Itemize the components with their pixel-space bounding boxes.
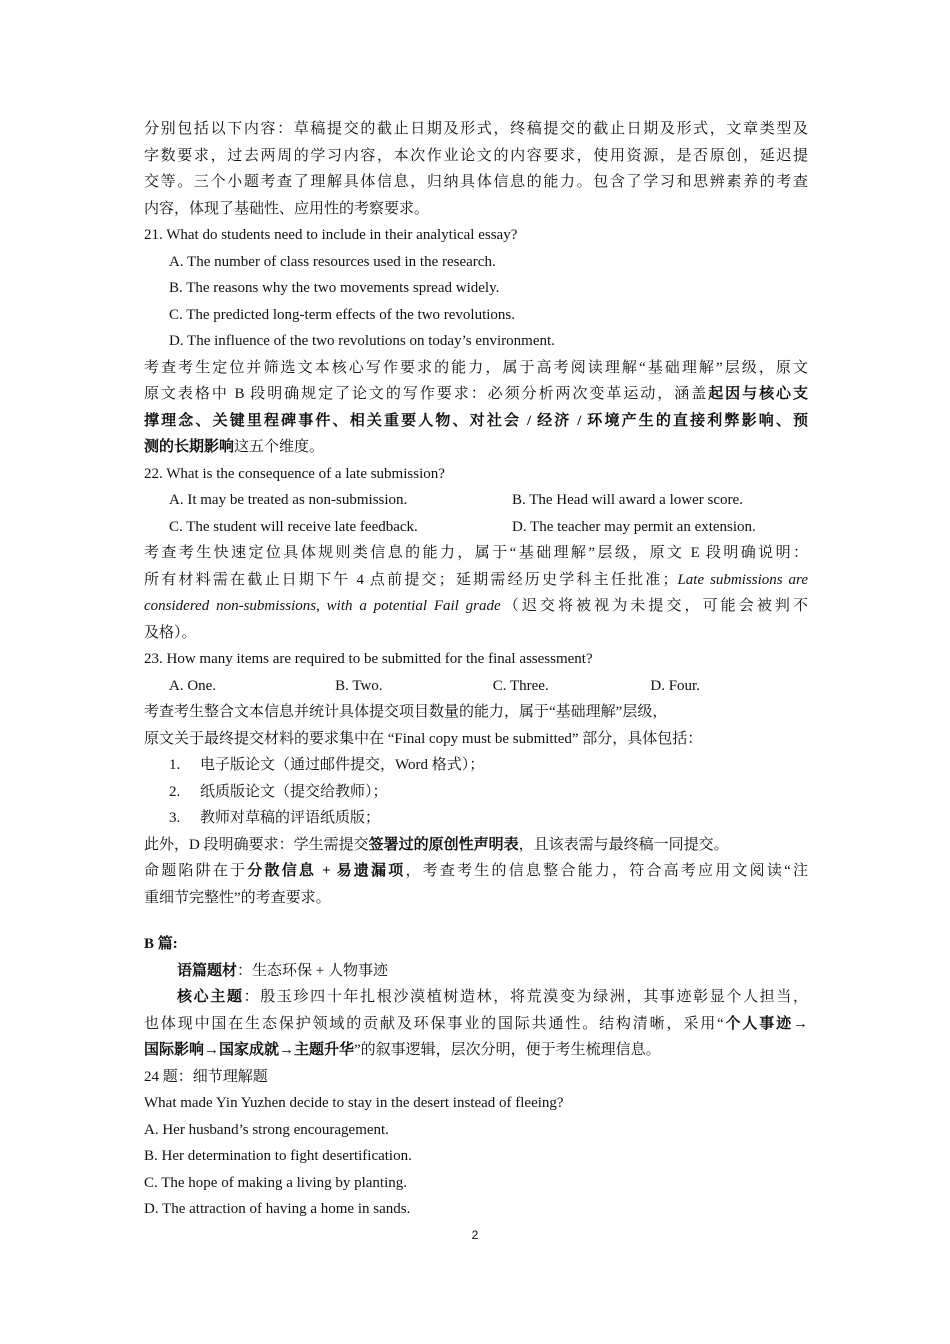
option-b: B. Her determination to fight desertification. [144, 1148, 412, 1164]
option-a: A. It may be treated as non-submission. [169, 492, 408, 508]
option-b: B. The reasons why the two movements spread widely. [169, 280, 500, 296]
document-body [144, 116, 808, 1223]
options-row [144, 487, 808, 514]
options-row [144, 673, 808, 700]
option-d: D. The influence of the two revolutions on today’s environment. [169, 333, 555, 349]
option-c: C. The predicted long-term effects of the two revolutions. [169, 306, 516, 323]
analysis [144, 699, 808, 911]
question-text: 22. What is the consequence of a late submission? [144, 465, 445, 482]
text-line: 分别包括以下内容：草稿提交的截止日期及形式，终稿提交的截止日期及形式，文章类型及 [144, 121, 808, 137]
text-line: 及格）。 [144, 624, 197, 641]
text-line: 交等。三个小题考查了理解具体信息，归纳具体信息的能力。包含了学习和思辨素养的考查 [144, 174, 808, 190]
text-line: 考查考生整合文本信息并统计具体提交项目数量的能力，属于“基础理解”层级， [144, 704, 668, 720]
text-line: 命题陷阱在于分散信息 + 易遗漏项，考查考生的信息整合能力，符合高考应用文阅读“注 [144, 863, 808, 879]
list-item: 3. 教师对草稿的评语纸质版； [169, 810, 381, 826]
text-line: 此外，D 段明确要求：学生需提交签署过的原创性声明表，且该表需与最终稿一同提交。 [144, 836, 729, 853]
text-line: considered non-submissions, with a potential Fail grade（迟交将被视为未提交，可能会被判不 [144, 598, 808, 614]
spacer [144, 911, 808, 931]
section-title: B 篇: [144, 936, 178, 952]
list-item: 1. 电子版论文（通过邮件提交，Word 格式）； [169, 757, 485, 773]
question-text: 23. How many items are required to be submitted for the final assessment? [144, 651, 593, 667]
page-number: 2 [471, 1228, 479, 1242]
option-c: C. Three. [492, 677, 549, 694]
text-line: 考查考生快速定位具体规则类信息的能力，属于“基础理解”层级，原文 E 段明确说明： [144, 545, 808, 561]
options-row [144, 514, 808, 541]
text-line: 原文表格中 B 段明确规定了论文的写作要求：必须分析两次变革运动，涵盖起因与核心支 [144, 386, 808, 402]
text-line: 原文关于最终提交材料的要求集中在 “Final copy must be submitted” 部分，具体包括： [144, 730, 703, 747]
text-line: 内容，体现了基础性、应用性的考察要求。 [144, 200, 430, 217]
question-text: What made Yin Yuzhen decide to stay in the desert instead of fleeing? [144, 1095, 564, 1111]
question-24 [144, 1064, 808, 1223]
option-d: D. The teacher may permit an extension. [512, 518, 756, 535]
option-d: D. Four. [650, 677, 700, 694]
text-line: 字数要求，过去两周的学习内容，本次作业论文的内容要求，使用资源，是否原创，延迟提 [144, 147, 808, 164]
question-21 [144, 222, 808, 461]
text-line: 也体现中国在生态保护领域的贡献及环保事业的国际共通性。结构清晰，采用“个人事迹→ [144, 1015, 808, 1032]
text-line: 核心主题：殷玉珍四十年扎根沙漠植树造林，将荒漠变为绿洲，其事迹彰显个人担当， [177, 989, 808, 1005]
text-line: 考查考生定位并筛选文本核心写作要求的能力，属于高考阅读理解“基础理解”层级，原文 [144, 359, 808, 376]
option-b: B. Two. [335, 677, 383, 694]
option-d: D. The attraction of having a home in sands. [144, 1201, 411, 1217]
question-22 [144, 461, 808, 647]
text-line: 撑理念、关键里程碑事件、相关重要人物、对社会 / 经济 / 环境产生的直接利弊影响、预 [144, 412, 808, 429]
option-a: A. The number of class resources used in the research. [169, 253, 496, 270]
option-a: A. One. [169, 677, 217, 694]
option-a: A. Her husband’s strong encouragement. [144, 1121, 389, 1138]
intro-paragraph [144, 116, 808, 222]
text-line: 测的长期影响这五个维度。 [144, 439, 325, 455]
text-line: 所有材料需在截止日期下午 4 点前提交；延期需经历史学科主任批准；Late submissions are [144, 571, 808, 588]
list-item: 2. 纸质版论文（提交给教师）； [169, 783, 388, 800]
analysis [144, 540, 808, 646]
text-line: 语篇题材：生态环保 + 人物事迹 [177, 962, 388, 979]
question-text: 21. What do students need to include in their analytical essay? [144, 227, 518, 243]
question-heading: 24 题：细节理解题 [144, 1068, 268, 1085]
analysis [144, 355, 808, 461]
option-c: C. The hope of making a living by planting. [144, 1174, 408, 1191]
text-line: 重细节完整性”的考查要求。 [144, 889, 331, 906]
text-line: 国际影响→国家成就→主题升华”的叙事逻辑，层次分明，便于考生梳理信息。 [144, 1042, 661, 1058]
option-c: C. The student will receive late feedback. [169, 518, 418, 535]
section-b [144, 931, 808, 1064]
question-23 [144, 646, 808, 911]
option-b: B. The Head will award a lower score. [512, 492, 743, 508]
